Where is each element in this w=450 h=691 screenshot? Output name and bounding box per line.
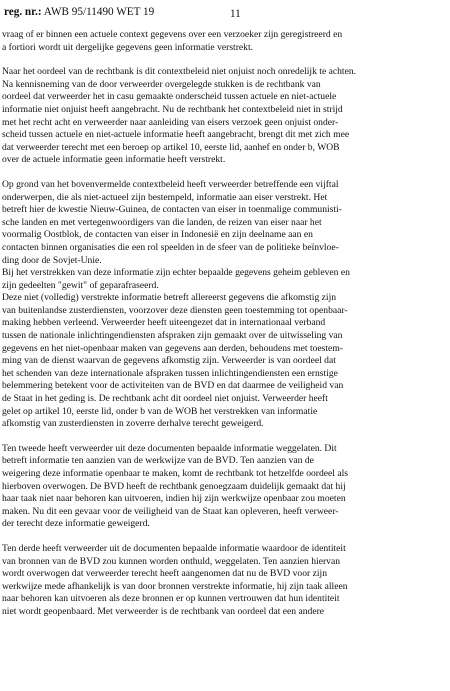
text-line: over de actuele informatie geen informatie heeft verstrekt. [2,154,226,166]
text-line: van bronnen van de BVD zou kunnen worden onthuld, weggelaten. Ten aanzien hiervan [2,555,341,567]
paragraph [2,66,442,167]
text-line: maken. Nu dit een gevaar voor de veiligheid van de Staat kan opleveren, heeft verweer- [2,505,339,517]
text-line: voormalig Oostblok, de contacten van eiser in Indonesië en zijn deelname aan en [2,229,313,241]
text-line: met het recht acht en verweerder naar aanleiding van eisers verzoek geen onjuist onder- [2,116,339,128]
text-line: ding door de Sovjet-Unie. [2,254,102,266]
text-line: het schenden van deze internationale afspraken tussen inlichtingendiensten een ernstige [2,367,338,379]
text-line: gegevens en het niet-openbaar maken van gegevens aan derden, behoudens met toestem- [2,342,343,354]
text-line: informatie niet onjuist heeft aangebracht. Nu de rechtbank het contextbeleid niet in strijd [2,103,343,115]
paragraph [2,29,442,54]
text-line: betreft informatie ten aanzien van de werkwijze van de BVD. Ten aanzien van de [2,455,314,467]
text-line: making hebben verleend. Verweerder heeft uiteengezet dat in internationaal verband [2,317,326,329]
text-line: a fortiori wordt uit dergelijke gegevens geen informatie verstrekt. [2,41,254,53]
paragraph-spacer [2,167,442,179]
text-line: contacten binnen organisaties die een rol speelden in de sfeer van de politieke beïnvloe- [2,241,339,253]
text-line: tussen de nationale inlichtingendiensten afspraken zijn gemaakt over de uitwisseling van [2,330,343,342]
paragraph [2,179,442,431]
paragraph [2,543,442,619]
text-line: naar behoren kan uitvoeren als deze bronnen er op kunnen vertrouwen dat hun identiteit [2,593,340,605]
text-line: werkwijze mede afhankelijk is van door bronnen verstrekte informatie, hij zijn taak alleen [2,580,348,592]
text-line: van buitenlandse zusterdiensten, voorzover deze diensten geen toestemming tot openbaar- [2,304,348,316]
text-line: Ten derde heeft verweerder uit de documenten bepaalde informatie waardoor de identiteit [2,542,346,554]
text-line: onderwerpen, die als niet-actueel zijn bestempeld, informatie aan eiser verstrekt. Het [2,191,328,203]
text-line: gelet op artikel 10, eerste lid, onder b van de WOB het verstrekken van informatie [2,405,318,417]
page-header [2,3,442,29]
text-line: sche landen en met vertegenwoordigers van die landen, de reizen van eiser naar het [2,216,322,228]
text-line: haar taak niet naar behoren kan uitvoeren, indien hij zijn werkwijze openbaar zou moeten [2,493,346,505]
text-line: niet wordt geopenbaard. Met verweerder is de rechtbank van oordeel dat een andere [2,605,325,617]
body-text [2,29,442,619]
registration-value: AWB 95/11490 WET 19 [43,6,155,18]
text-line: Bij het verstrekken van deze informatie zijn echter bepaalde gegevens geheim gebleven en [2,267,350,279]
registration-number [4,6,154,18]
text-line: oordeel dat verweerder het in casu gemaakte onderscheid tussen actuele en niet-actuele [2,91,337,103]
text-line: afkomstig van zusterdiensten in zoverre derhalve terecht geweigerd. [2,418,264,430]
text-line: Op grond van het bovenvermelde contextbeleid heeft verweerder betreffende een vijftal [2,178,339,190]
text-line: dat verweerder terecht met een beroep op artikel 10, eerste lid, aanhef en onder b, WOB [2,141,340,153]
text-line: vraag of er binnen een actuele context gegevens over een verzoeker zijn geregistreerd en [2,29,343,40]
text-line: weigering deze informatie openbaar te maken, komt de rechtbank tot hetzelfde oordeel als [2,468,349,479]
text-line: ming van de dienst waarvan de gegevens afkomstig zijn. Verweerder is van oordeel dat [2,355,336,367]
text-line: Naar het oordeel van de rechtbank is dit contextbeleid niet onjuist noch onredelijk te achten. [2,66,357,78]
text-line: Deze niet (volledig) verstrekte informatie betreft allereerst gegevens die afkomstig zijn [2,292,337,304]
paragraph-spacer [2,431,442,443]
text-line: belemmering betekent voor de activiteiten van de BVD en dat daarmee de veiligheid van [2,380,344,392]
paragraph-spacer [2,54,442,66]
text-line: zijn gedeelten "gewit" of geparafraseerd. [2,279,159,291]
registration-label: reg. nr.: [4,6,42,18]
text-line: der terecht deze informatie geweigerd. [2,518,150,530]
text-line: Na kennisneming van de door verweerder overgelegde stukken is de rechtbank van [2,78,321,90]
page-number: 11 [230,8,241,20]
paragraph-spacer [2,531,442,543]
text-line: Ten tweede heeft verweerder uit deze documenten bepaalde informatie weggelaten. Dit [2,442,337,454]
text-line: scheid tussen actuele en niet-actuele informatie heeft aangebracht, brengt dit met zich mee [2,129,350,141]
text-line: de Staat in het geding is. De rechtbank acht dit oordeel niet onjuist. Verweerder heeft [2,393,328,405]
text-line: wordt overwogen dat verweerder terecht heeft aangenomen dat nu de BVD voor zijn [2,568,327,580]
text-line: betreft hier de kwestie Nieuw-Guinea, de contacten van eiser in toenmalige communisti- [2,204,342,216]
text-line: hierboven overwogen. De BVD heeft de rechtbank genoegzaam duidelijk gemaakt dat hij [2,480,346,492]
paragraph [2,443,442,531]
